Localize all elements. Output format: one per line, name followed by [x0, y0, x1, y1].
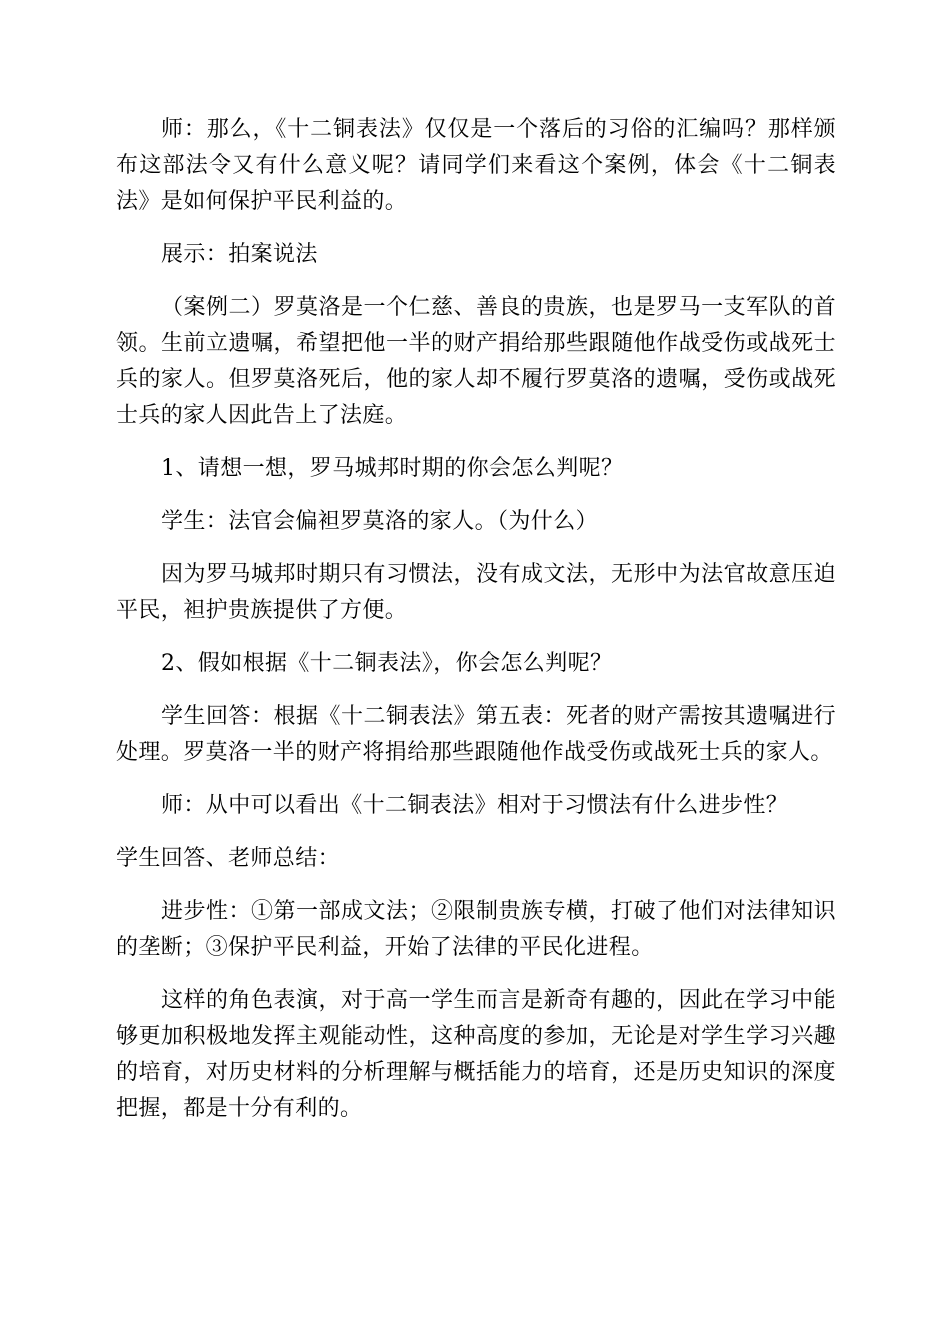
paragraph-question-two: 2、假如根据《十二铜表法》，你会怎么判呢？ [161, 651, 613, 676]
paragraph-reflection: 这样的角色表演，对于高一学生而言是新奇有趣的，因此在学习中能够更加积极地发挥主观能动性，这种高度的参加，无论是对学生学习兴趣的培育，对历史材料的分析理解与概括能力的培育，还是历史知识的深度把握，都是十分有利的。 [116, 988, 836, 1121]
paragraph-teacher-progress-question: 师：从中可以看出《十二铜表法》相对于习惯法有什么进步性？ [161, 793, 789, 818]
paragraph-question-one: 1、请想一想，罗马城邦时期的你会怎么判呢？ [161, 456, 624, 481]
paragraph-teacher-question: 师：那么，《十二铜表法》仅仅是一个落后的习俗的汇编吗？那样颁布这部法令又有什么意义呢？请同学们来看这个案例，体会《十二铜表法》是如何保护平民利益的。 [116, 117, 836, 214]
paragraph-display: 展示：拍案说法 [161, 242, 318, 267]
document-body [116, 112, 836, 1144]
paragraph-explanation: 因为罗马城邦时期只有习惯法，没有成文法，无形中为法官故意压迫平民，袒护贵族提供了方便。 [116, 562, 836, 623]
paragraph-progress-points: 进步性：①第一部成文法；②限制贵族专横，打破了他们对法律知识的垄断；③保护平民利益，开始了法律的平民化进程。 [116, 899, 836, 960]
paragraph-summary-heading: 学生回答、老师总结： [116, 846, 341, 871]
paragraph-student-answer-two: 学生回答：根据《十二铜表法》第五表：死者的财产需按其遗嘱进行处理。罗莫洛一半的财产将捐给那些跟随他作战受伤或战死士兵的家人。 [116, 704, 836, 765]
paragraph-student-answer-one: 学生：法官会偏袒罗莫洛的家人。（为什么） [161, 509, 599, 534]
paragraph-case-two: （案例二）罗莫洛是一个仁慈、善良的贵族，也是罗马一支军队的首领。生前立遗嘱，希望把他一半的财产捐给那些跟随他作战受伤或战死士兵的家人。但罗莫洛死后，他的家人却不履行罗莫洛的遗嘱，受伤或战死士兵的家人因此告上了法庭。 [116, 295, 836, 428]
